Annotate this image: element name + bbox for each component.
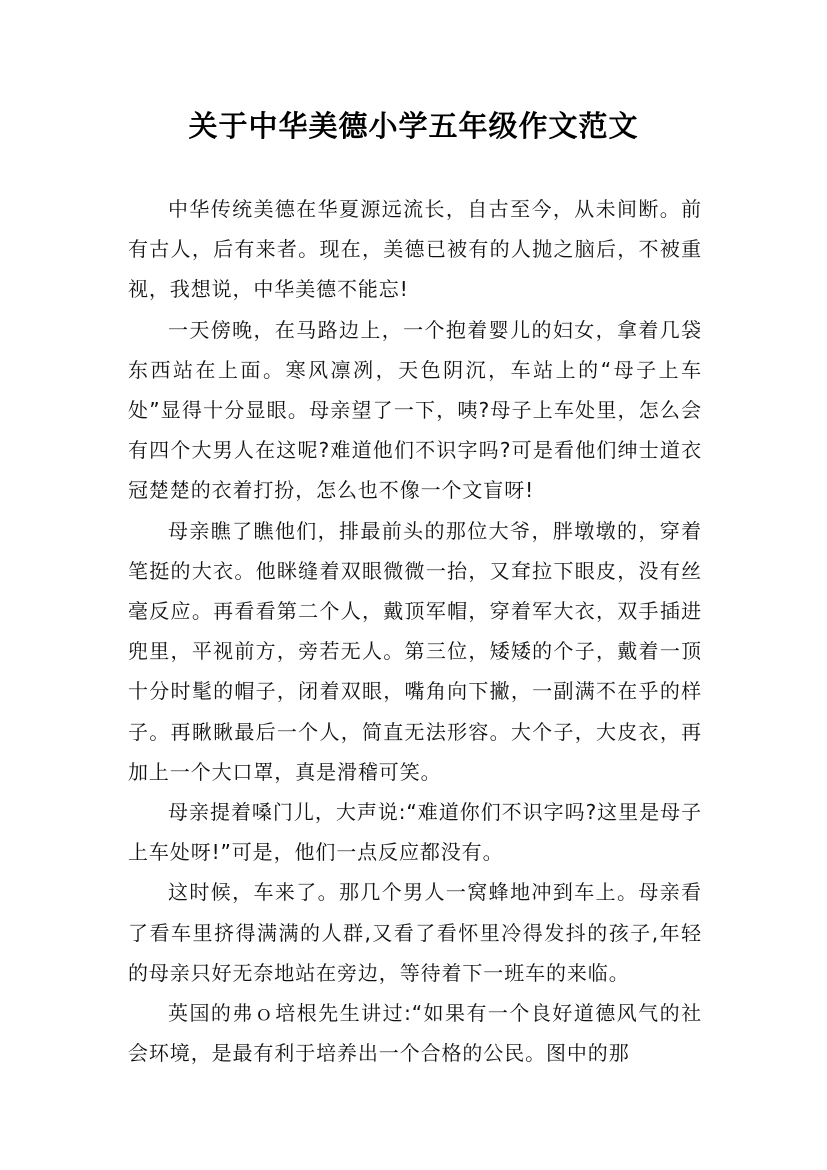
paragraph-1: 中华传统美德在华夏源远流长，自古至今，从未间断。前有古人，后有来者。现在，美德已被有的人抛之脑后，不被重视，我想说，中华美德不能忘!: [128, 197, 702, 302]
document-title: 关于中华美德小学五年级作文范文: [188, 109, 639, 143]
paragraph-5: 这时候，车来了。那几个男人一窝蜂地冲到车上。母亲看了看车里挤得满满的人群,又看了看怀里冷得发抖的孩子,年轻的母亲只好无奈地站在旁边，等待着下一班车的来临。: [128, 880, 702, 985]
document-body: [128, 189, 702, 1073]
paragraph-6: 英国的弗ｏ培根先生讲过:“如果有一个良好道德风气的社会环境，是最有利于培养出一个合格的公民。图中的那: [128, 1001, 702, 1066]
paragraph-2: 一天傍晚，在马路边上，一个抱着婴儿的妇女，拿着几袋东西站在上面。寒风凛冽，天色阴沉，车站上的“母子上车处”显得十分显眼。母亲望了一下，咦?母子上车处里，怎么会有四个大男人在这呢?难道他们不识字吗?可是看他们绅士道衣冠楚楚的衣着打扮，怎么也不像一个文盲呀!: [128, 317, 702, 503]
paragraph-3: 母亲瞧了瞧他们，排最前头的那位大爷，胖墩墩的，穿着笔挺的大衣。他眯缝着双眼微微一抬，又耷拉下眼皮，没有丝毫反应。再看看第二个人，戴顶军帽，穿着军大衣，双手插进兜里，平视前方，旁若无人。第三位，矮矮的个子，戴着一顶十分时髦的帽子，闭着双眼，嘴角向下撇，一副满不在乎的样子。再瞅瞅最后一个人，简直无法形容。大个子，大皮衣，再加上一个大口罩，真是滑稽可笑。: [128, 518, 702, 784]
paragraph-4: 母亲提着嗓门儿，大声说:“难道你们不识字吗?这里是母子上车处呀!”可是，他们一点反应都没有。: [128, 800, 702, 865]
